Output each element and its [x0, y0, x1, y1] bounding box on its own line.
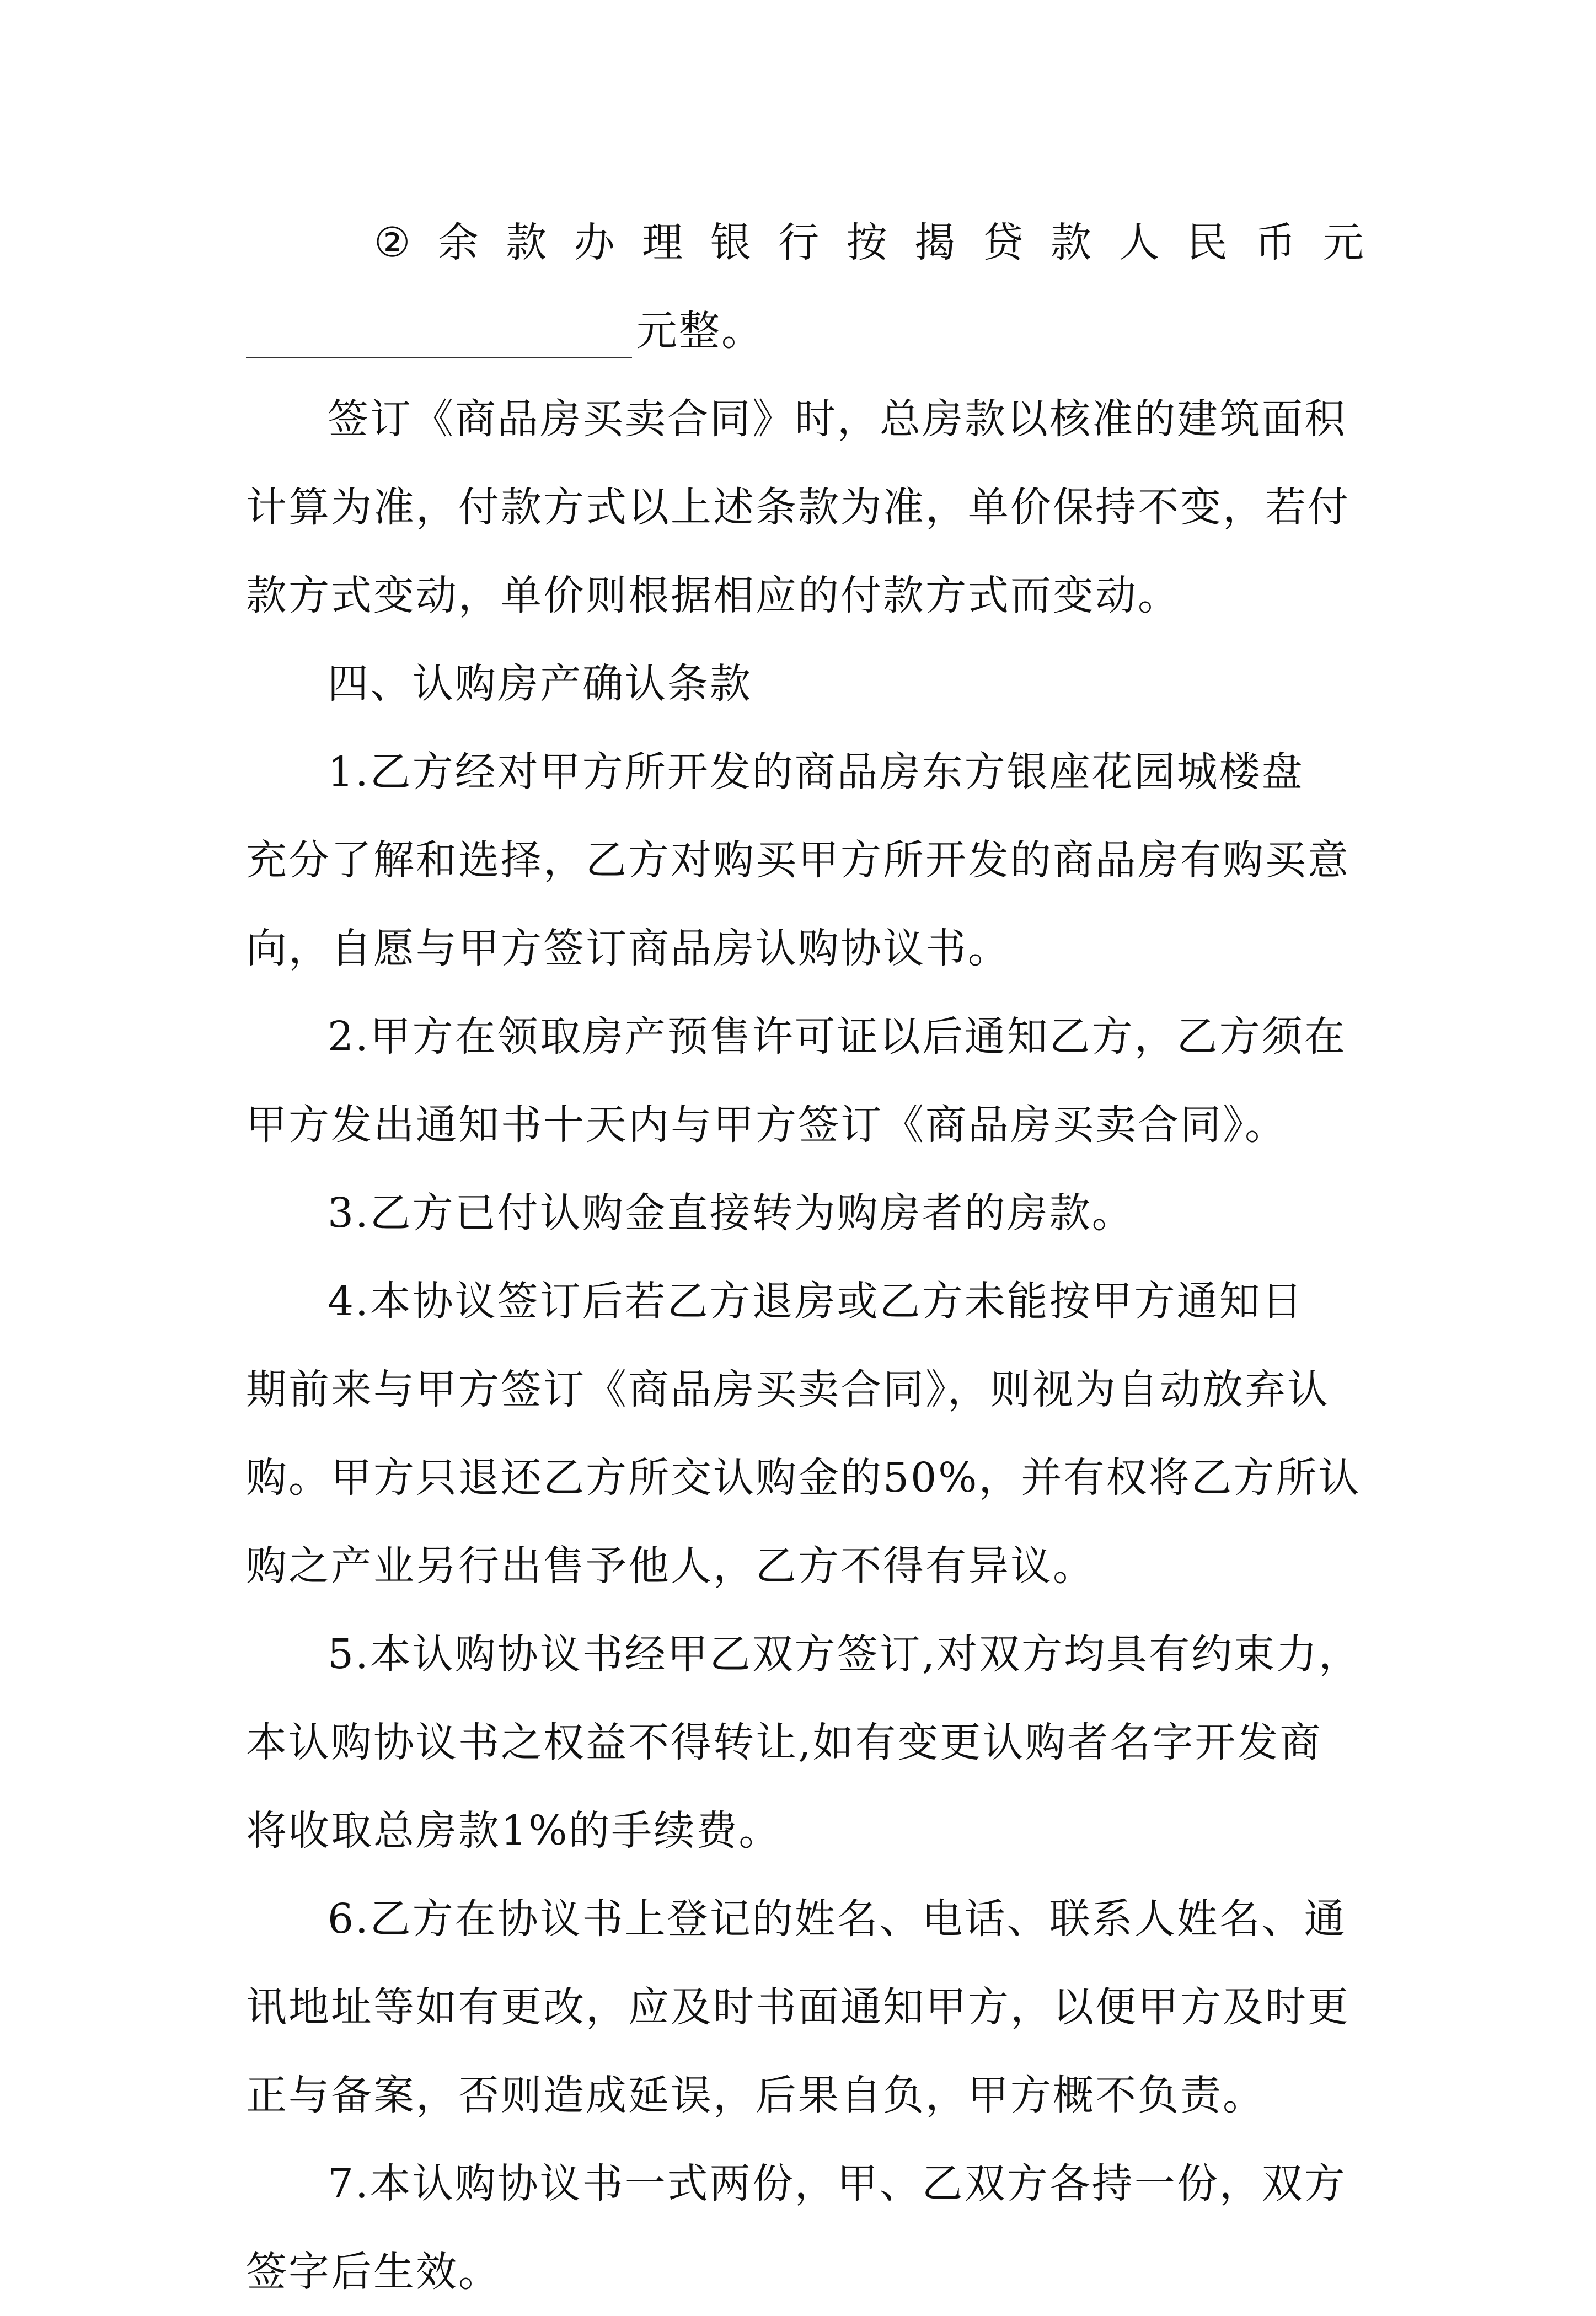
clause-line: 正与备案，否则造成延误，后果自负，甲方概不负责。 — [246, 2072, 1265, 2119]
clause-line: 购之产业另行出售予他人，乙方不得有异议。 — [246, 1542, 1095, 1590]
section-title: 四、认购房产确认条款 — [328, 660, 752, 707]
clause-line: 本认购协议书之权益不得转让,如有变更认购者名字开发商 — [246, 1719, 1322, 1766]
clause-line: 7.本认购协议书一式两份，甲、乙双方各持一份，双方 — [328, 2160, 1347, 2207]
payment-char: 银 — [710, 219, 753, 266]
payment-item-2-tail: 元整。 — [636, 307, 764, 355]
payment-char: 币 — [1255, 219, 1298, 266]
clause-line: 将收取总房款1%的手续费。 — [246, 1807, 781, 1854]
payment-char: 理 — [642, 219, 685, 266]
payment-char: 民 — [1186, 219, 1229, 266]
document-page — [246, 199, 1365, 2316]
clause-4 — [246, 1257, 1365, 1610]
clause-line: 2.甲方在领取房产预售许可证以后通知乙方，乙方须在 — [328, 1013, 1347, 1060]
payment-char: 办 — [574, 219, 617, 266]
payment-char: 揭 — [914, 219, 957, 266]
clause-7 — [246, 2140, 1365, 2316]
clause-line: 3.乙方已付认购金直接转为购房者的房款。 — [328, 1189, 1134, 1237]
clause-5 — [246, 1610, 1365, 1875]
payment-char: 款 — [506, 219, 549, 266]
clause-line: 向，自愿与甲方签订商品房认购协议书。 — [246, 925, 1010, 972]
clause-line: 讯地址等如有更改，应及时书面通知甲方，以便甲方及时更 — [246, 1983, 1350, 2031]
clause-line: 6.乙方在协议书上登记的姓名、电话、联系人姓名、通 — [328, 1895, 1347, 1943]
clause-line: 签字后生效。 — [246, 2248, 501, 2296]
note-line: 签订《商品房买卖合同》时，总房款以核准的建筑面积 — [328, 395, 1347, 443]
clause-line: 充分了解和选择，乙方对购买甲方所开发的商品房有购买意 — [246, 837, 1350, 884]
payment-amount-line — [246, 287, 1365, 375]
clause-6 — [246, 1875, 1365, 2140]
payment-char: ② — [374, 219, 413, 266]
clause-1 — [246, 728, 1365, 993]
clause-3 — [246, 1169, 1365, 1257]
clause-line: 1.乙方经对甲方所开发的商品房东方银座花园城楼盘 — [328, 748, 1304, 796]
payment-char: 款 — [1051, 219, 1094, 266]
payment-char: 按 — [846, 219, 889, 266]
note-paragraph — [246, 375, 1365, 640]
amount-blank-field — [246, 317, 632, 358]
clause-line: 期前来与甲方签订《商品房买卖合同》，则视为自动放弃认 — [246, 1366, 1330, 1413]
clause-line: 甲方发出通知书十天内与甲方签订《商品房买卖合同》。 — [246, 1101, 1287, 1149]
payment-item-2-line — [246, 199, 1365, 287]
clause-2 — [246, 993, 1365, 1169]
clause-line: 购。甲方只退还乙方所交认购金的50%，并有权将乙方所认 — [246, 1454, 1361, 1502]
payment-char: 余 — [437, 219, 480, 266]
payment-char: 人 — [1118, 219, 1161, 266]
payment-char: 贷 — [982, 219, 1025, 266]
note-line: 款方式变动，单价则根据相应的付款方式而变动。 — [246, 572, 1180, 619]
payment-char: 元 — [1322, 219, 1365, 266]
clause-line: 4.本协议签订后若乙方退房或乙方未能按甲方通知日 — [328, 1278, 1304, 1325]
payment-char: 行 — [778, 219, 821, 266]
note-line: 计算为准，付款方式以上述条款为准，单价保持不变，若付 — [246, 484, 1350, 531]
clause-line: 5.本认购协议书经甲乙双方签订,对双方均具有约束力， — [328, 1631, 1362, 1678]
